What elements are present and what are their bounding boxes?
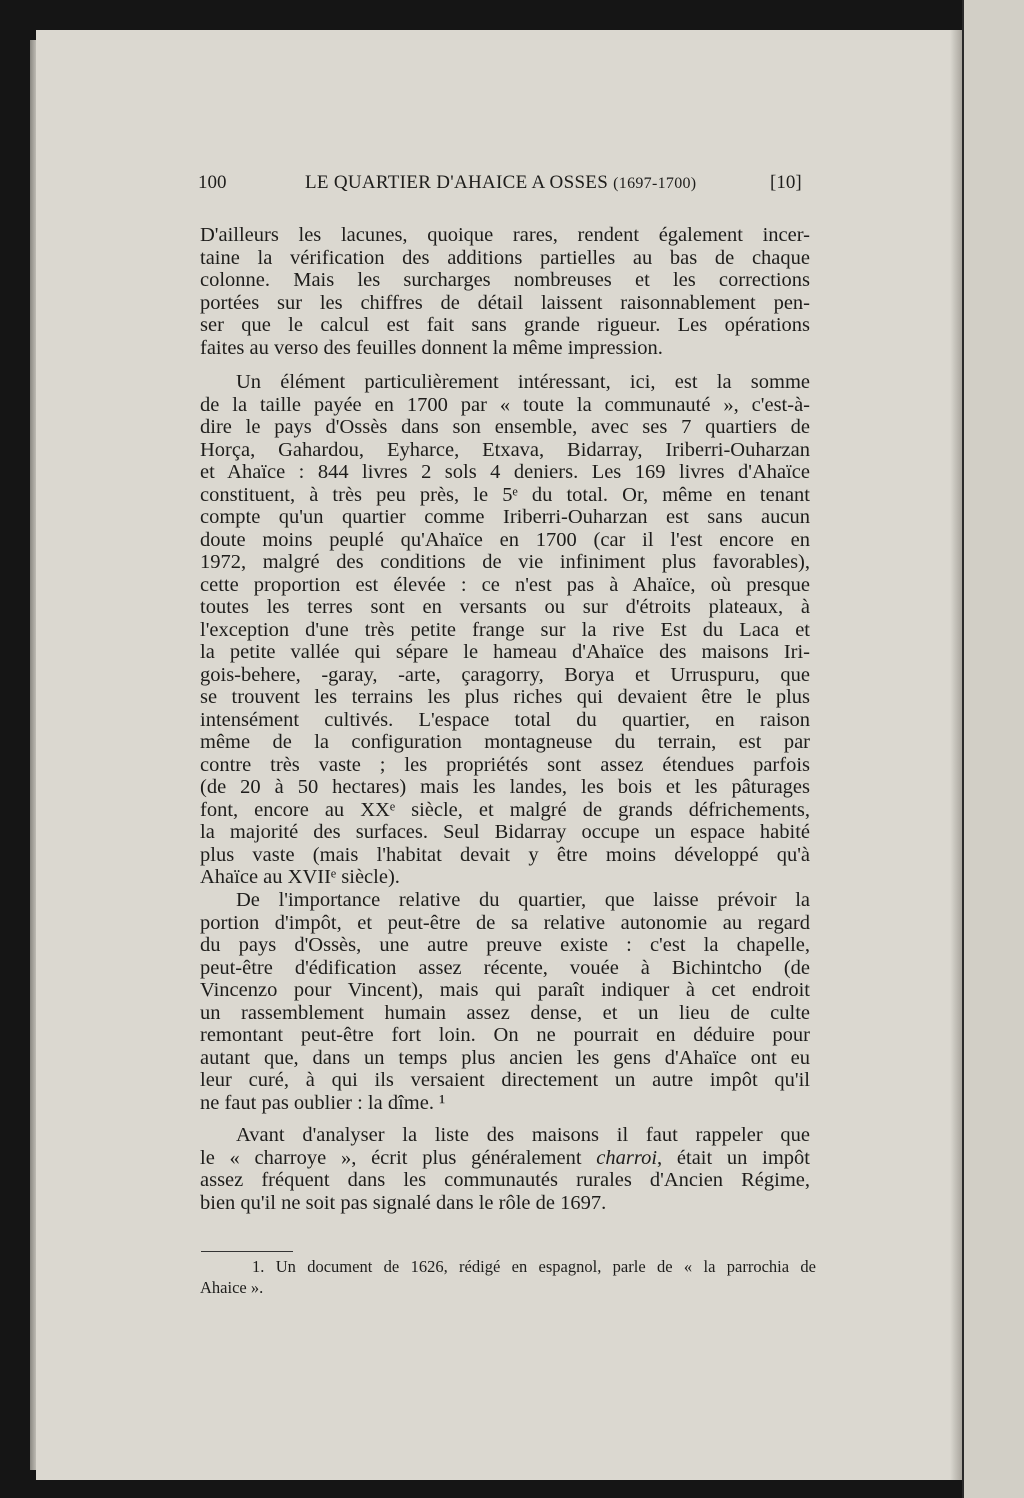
text-line: taine la vérification des additions partielles au bas de chaque <box>200 246 810 269</box>
text-line: faites au verso des feuilles donnent la même impression. <box>200 336 663 359</box>
text-line: remontant peut-être fort loin. On ne pourrait en déduire pour <box>200 1024 810 1046</box>
page-number: 100 <box>198 172 227 193</box>
text-line: autant que, dans un temps plus ancien les gens d'Ahaïce ont eu <box>200 1046 810 1069</box>
text-line: dire le pays d'Ossès dans son ensemble, avec ses 7 quartiers de <box>200 416 810 438</box>
text-line: Horça, Gahardou, Eyharce, Etxava, Bidarray, Iriberri-Ouharzan <box>200 438 810 461</box>
text-line: Un élément particulièrement intéressant, ici, est la somme <box>236 371 810 393</box>
text-line: De l'importance relative du quartier, que laisse prévoir la <box>236 889 810 911</box>
text-line: (de 20 à 50 hectares) mais les landes, les bois et les pâturages <box>200 776 810 798</box>
text-line: Vincenzo pour Vincent), mais qui paraît indiquer à cet endroit <box>200 979 810 1001</box>
footnote-rule <box>201 1251 293 1252</box>
text-line: constituent, à très peu près, le 5ᵉ du total. Or, même en tenant <box>200 483 810 506</box>
text-line: l'exception d'une très petite frange sur la rive Est du Laca et <box>200 618 810 641</box>
text-line: et Ahaïce : 844 livres 2 sols 4 deniers. Les 169 livres d'Ahaïce <box>200 461 810 483</box>
italic-term: charroi <box>596 1146 658 1169</box>
text-line: peut-être d'édification assez récente, vouée à Bichintcho (de <box>200 956 810 979</box>
text-line: de la taille payée en 1700 par « toute la communauté », c'est-à- <box>200 393 810 416</box>
text-line: D'ailleurs les lacunes, quoique rares, rendent également incer- <box>200 224 810 246</box>
text-line: intensément cultivés. L'espace total du quartier, en raison <box>200 708 810 731</box>
paragraph <box>200 1124 810 1214</box>
text-line: portées sur les chiffres de détail laissent raisonnablement pen- <box>200 291 810 314</box>
text-line: ser que le calcul est fait sans grande rigueur. Les opérations <box>200 314 810 336</box>
text-line: plus vaste (mais l'habitat devait y être moins développé qu'à <box>200 843 810 866</box>
running-title-years: (1697-1700) <box>613 175 697 192</box>
footnote-line: 1. Un document de 1626, rédigé en espagnol, parle de « la parrochia de <box>252 1257 816 1276</box>
paragraph <box>200 889 810 1114</box>
text-line: même de la configuration montagneuse du terrain, est par <box>200 731 810 753</box>
footnote-line: Ahaice ». <box>200 1278 264 1297</box>
text-line: la majorité des surfaces. Seul Bidarray occupe un espace habité <box>200 821 810 843</box>
text-line: compte qu'un quartier comme Iriberri-Ouharzan est sans aucun <box>200 506 810 528</box>
text-line: cette proportion est élevée : ce n'est pas à Ahaïce, où presque <box>200 573 810 596</box>
text-line: le « charroye », écrit plus généralement charroi, était un impôt <box>200 1146 810 1169</box>
text-line: se trouvent les terrains les plus riches qui devaient être le plus <box>200 686 810 708</box>
paragraph <box>200 224 810 359</box>
text-line: doute moins peuplé qu'Ahaïce en 1700 (car il l'est encore en <box>200 528 810 551</box>
footnote <box>200 1256 816 1298</box>
book-gutter <box>950 30 962 1480</box>
text-line: Ahaïce au XVIIᵉ siècle). <box>200 866 400 888</box>
text-line: leur curé, à qui ils versaient directement un autre impôt qu'il <box>200 1069 810 1091</box>
text-line: assez fréquent dans les communautés rurales d'Ancien Régime, <box>200 1169 810 1191</box>
text-line: contre très vaste ; les propriétés sont assez étendues parfois <box>200 753 810 776</box>
text-line: ne faut pas oublier : la dîme. ¹ <box>200 1091 446 1114</box>
text-line: bien qu'il ne soit pas signalé dans le rôle de 1697. <box>200 1191 607 1214</box>
text-line: la petite vallée qui sépare le hameau d'Ahaïce des maisons Iri- <box>200 641 810 663</box>
text-line: toutes les terres sont en versants ou sur d'étroits plateaux, à <box>200 596 810 618</box>
text-line: un rassemblement humain assez dense, et un lieu de culte <box>200 1001 810 1024</box>
running-title-text: LE QUARTIER D'AHAICE A OSSES <box>305 172 609 193</box>
facing-page-edge <box>962 0 1024 1498</box>
text-line: gois-behere, -garay, -arte, çaragorry, Borya et Urruspuru, que <box>200 663 810 686</box>
running-title <box>305 172 696 194</box>
text-line: portion d'impôt, et peut-être de sa relative autonomie au regard <box>200 911 810 934</box>
text-line: font, encore au XXᵉ siècle, et malgré de grands défrichements, <box>200 798 810 821</box>
text-line: du pays d'Ossès, une autre preuve existe : c'est la chapelle, <box>200 934 810 956</box>
section-number: [10] <box>770 172 802 193</box>
text-line: Avant d'analyser la liste des maisons il faut rappeler que <box>236 1124 810 1146</box>
text-line: 1972, malgré des conditions de vie infiniment plus favorables), <box>200 551 810 573</box>
text-line: colonne. Mais les surcharges nombreuses et les corrections <box>200 269 810 291</box>
paragraph <box>200 371 810 889</box>
